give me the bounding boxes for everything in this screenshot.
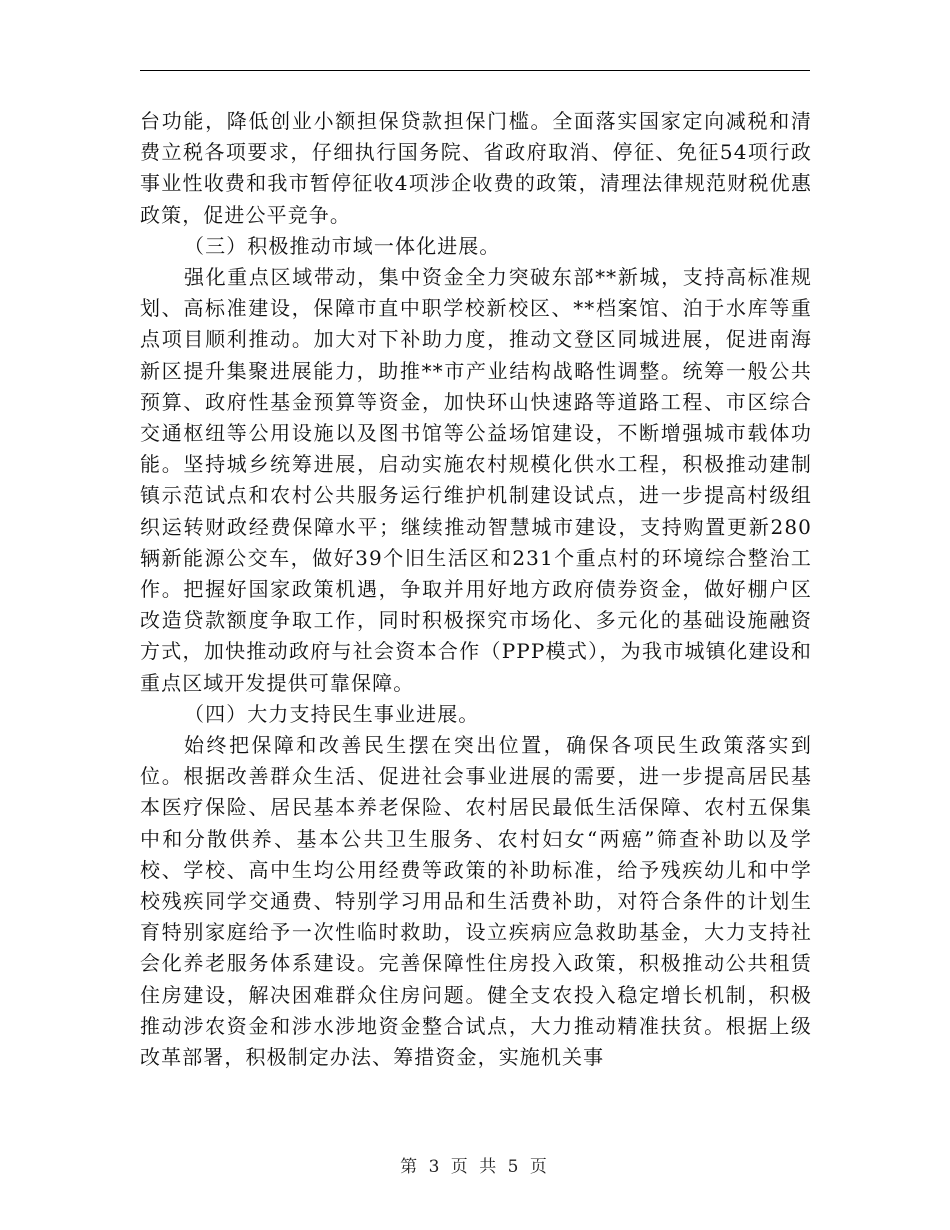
header-rule	[140, 70, 810, 71]
paragraph-livelihood: 始终把保障和改善民生摆在突出位置，确保各项民生政策落实到位。根据改善群众生活、促进社会事业进展的需要，进一步提高居民基本医疗保险、居民基本养老保险、农村居民最低生活保障、农村五保集中和分散供养、基本公共卫生服务、农村妇女“两癌”筛查补助以及学校、学校、高中生均公用经费等政策的补助标准，给予残疾幼儿和中学校残疾同学交通费、特别学习用品和生活费补助，对符合条件的计划生育特别家庭给予一次性临时救助，设立疾病应急救助基金，大力支持社会化养老服务体系建设。完善保障性住房投入政策，积极推动公共租赁住房建设，解决困难群众住房问题。健全支农投入稳定增长机制，积极推动涉农资金和涉水涉地资金整合试点，大力推动精准扶贫。根据上级改革部署，积极制定办法、筹措资金，实施机关事	[140, 733, 812, 1070]
paragraph-continuation: 台功能，降低创业小额担保贷款担保门槛。全面落实国家定向减税和清费立税各项要求，仔细执行国务院、省政府取消、停征、免征54项行政事业性收费和我市暂停征收4项涉企收费的政策，清理法律规范财税优惠政策，促进公平竞争。	[140, 109, 812, 227]
paragraph-regional-integration: 强化重点区域带动，集中资金全力突破东部**新城，支持高标准规划、高标准建设，保障市直中职学校新校区、**档案馆、泊于水库等重点项目顺利推动。加大对下补助力度，推动文登区同城进展，促进南海新区提升集聚进展能力，助推**市产业结构战略性调整。统筹一般公共预算、政府性基金预算等资金，加快环山快速路等道路工程、市区综合交通枢纽等公用设施以及图书馆等公益场馆建设，不断增强城市载体功能。坚持城乡统筹进展，启动实施农村规模化供水工程，积极推动建制镇示范试点和农村公共服务运行维护机制建设试点，进一步提高村级组织运转财政经费保障水平；继续推动智慧城市建设，支持购置更新280辆新能源公交车，做好39个旧生活区和231个重点村的环境综合整治工作。把握好国家政策机遇，争取并用好地方政府债券资金，做好棚户区改造贷款额度争取工作，同时积极探究市场化、多元化的基础设施融资方式，加快推动政府与社会资本合作（PPP模式），为我市城镇化建设和重点区域开发提供可靠保障。	[140, 265, 812, 695]
section-heading-4: （四）大力支持民生事业进展。	[184, 701, 480, 726]
section-heading-3: （三）积极推动市域一体化进展。	[184, 233, 501, 258]
page-number: 第 3 页 共 5 页	[400, 1157, 550, 1177]
document-body	[140, 106, 812, 1073]
